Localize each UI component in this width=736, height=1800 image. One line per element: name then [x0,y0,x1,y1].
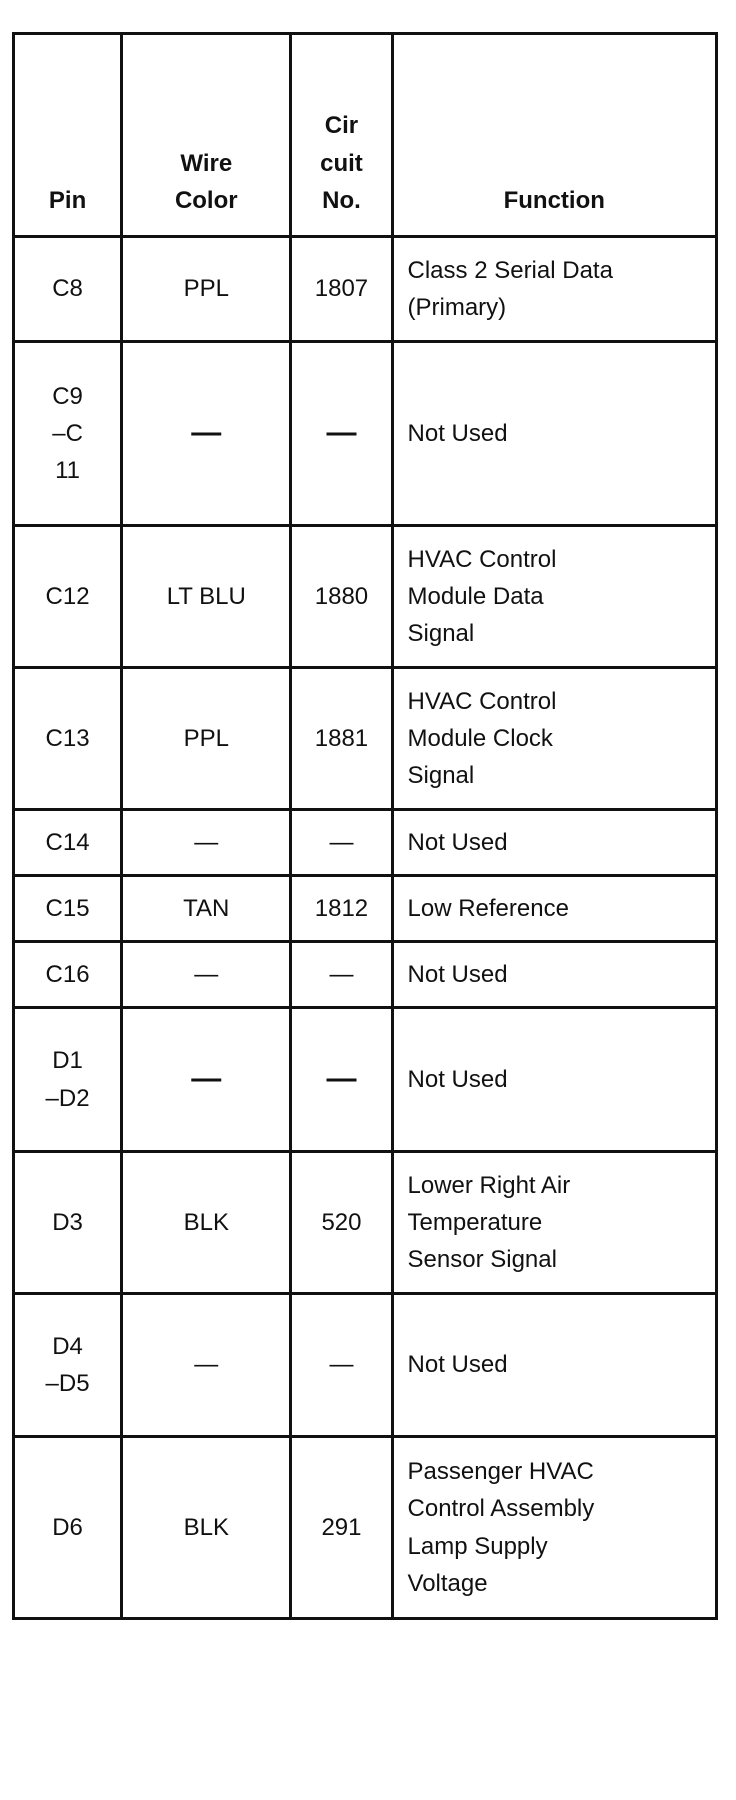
pin-cell: C8 [14,237,122,342]
table-row [14,237,717,342]
wire-color-cell: — [122,942,291,1008]
table-row [14,876,717,942]
function-cell: Class 2 Serial Data (Primary) [392,237,716,342]
table-header-row [14,34,717,237]
wire-color-cell: PPL [122,668,291,810]
wire-color-cell: PPL [122,237,291,342]
circuit-number-cell: 291 [291,1437,392,1619]
function-cell: Lower Right Air Temperature Sensor Signal [392,1152,716,1294]
function-cell: Not Used [392,1008,716,1152]
circuit-number-cell: 1807 [291,237,392,342]
wire-color-cell: BLK [122,1437,291,1619]
pin-cell: D1 –D2 [14,1008,122,1152]
header-wire-color: Wire Color [122,34,291,237]
function-cell: Low Reference [392,876,716,942]
table-row [14,810,717,876]
circuit-number-cell: — [291,1294,392,1437]
table-row [14,1008,717,1152]
circuit-number-cell: — [291,942,392,1008]
wire-color-cell: — [122,342,291,526]
wire-color-cell: — [122,1008,291,1152]
connector-pinout-table [12,32,718,1620]
table-row [14,1152,717,1294]
wire-color-cell: — [122,1294,291,1437]
table-row [14,1437,717,1619]
table-row [14,342,717,526]
pin-cell: D6 [14,1437,122,1619]
pin-cell: C14 [14,810,122,876]
header-function: Function [392,34,716,237]
circuit-number-cell: — [291,810,392,876]
circuit-number-cell: 1880 [291,526,392,668]
function-cell: Not Used [392,342,716,526]
pin-cell: C9 –C 11 [14,342,122,526]
circuit-number-cell: 1812 [291,876,392,942]
table-row [14,1294,717,1437]
wire-color-cell: — [122,810,291,876]
circuit-number-cell: — [291,342,392,526]
circuit-number-cell: 520 [291,1152,392,1294]
circuit-number-cell: 1881 [291,668,392,810]
function-cell: Not Used [392,1294,716,1437]
wire-color-cell: LT BLU [122,526,291,668]
function-cell: HVAC Control Module Clock Signal [392,668,716,810]
table-row [14,668,717,810]
pin-cell: C13 [14,668,122,810]
pin-cell: D4 –D5 [14,1294,122,1437]
function-cell: Passenger HVAC Control Assembly Lamp Supply Voltage [392,1437,716,1619]
function-cell: Not Used [392,942,716,1008]
wire-color-cell: BLK [122,1152,291,1294]
function-cell: Not Used [392,810,716,876]
table-row [14,942,717,1008]
pin-cell: C12 [14,526,122,668]
wire-color-cell: TAN [122,876,291,942]
pin-cell: D3 [14,1152,122,1294]
function-cell: HVAC Control Module Data Signal [392,526,716,668]
table-row [14,526,717,668]
circuit-number-cell: — [291,1008,392,1152]
header-circuit-number: Cir cuit No. [291,34,392,237]
header-pin: Pin [14,34,122,237]
pin-cell: C16 [14,942,122,1008]
pin-cell: C15 [14,876,122,942]
